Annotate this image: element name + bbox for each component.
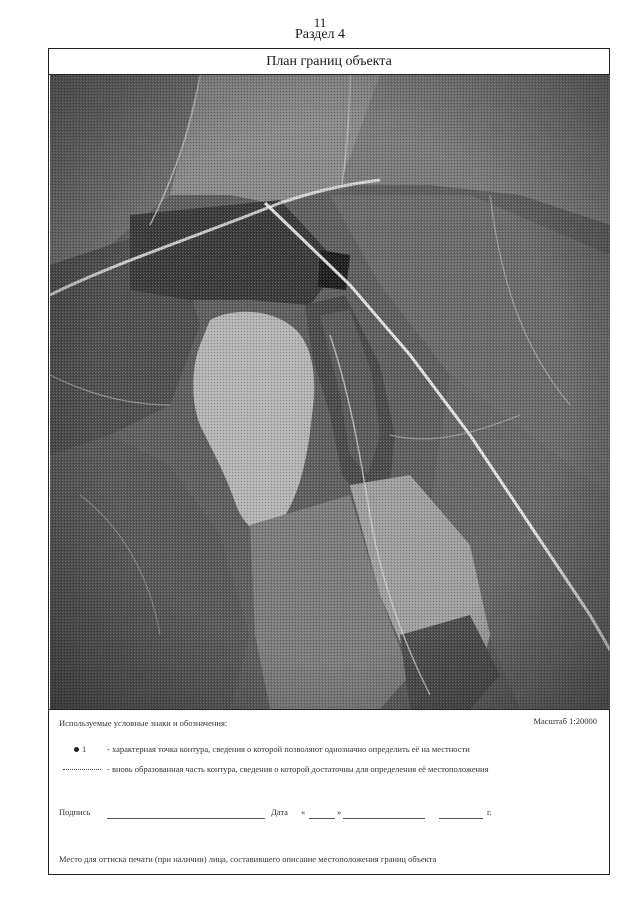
- legend-area: [49, 709, 609, 874]
- year-suffix: г.: [487, 807, 492, 817]
- signature-row: [59, 807, 599, 821]
- date-year-line[interactable]: [439, 818, 483, 819]
- date-quote-close: »: [337, 807, 342, 817]
- stamp-placeholder-text: Место для оттиска печати (при наличии) лица, составившего описание местоположения границ объекта: [59, 854, 437, 864]
- legend-heading: Используемые условные знаки и обозначения:: [59, 718, 228, 728]
- page-number: 11: [313, 15, 327, 30]
- signature-line[interactable]: [107, 818, 265, 819]
- map-scale: Масштаб 1:20000: [533, 716, 597, 726]
- legend-text-dotted-line: - вновь образованная часть контура, сведения о которой достаточны для определения её местоположения: [107, 764, 489, 774]
- point-number-label: 1: [82, 744, 87, 754]
- legend-item-dotted-line: [59, 764, 599, 776]
- section-title: Раздел 4: [294, 27, 346, 42]
- dotted-line-icon: [59, 764, 107, 776]
- signature-label: Подпись: [59, 807, 91, 817]
- dotted-line-sample: [63, 769, 101, 770]
- plan-frame: [48, 48, 610, 875]
- date-quote-open: «: [301, 807, 306, 817]
- map-icon: [50, 75, 610, 709]
- date-day-line[interactable]: [309, 818, 335, 819]
- legend-item-point: [59, 744, 599, 756]
- date-label: Дата: [271, 807, 288, 817]
- legend-text-point: - характерная точка контура, сведения о которой позволяют однозначно определить её на местности: [107, 744, 470, 754]
- date-month-line[interactable]: [343, 818, 425, 819]
- point-dot: [74, 747, 79, 752]
- point-icon: [59, 744, 107, 756]
- plan-title: План границ объекта: [49, 49, 609, 75]
- satellite-map-image: [50, 75, 610, 709]
